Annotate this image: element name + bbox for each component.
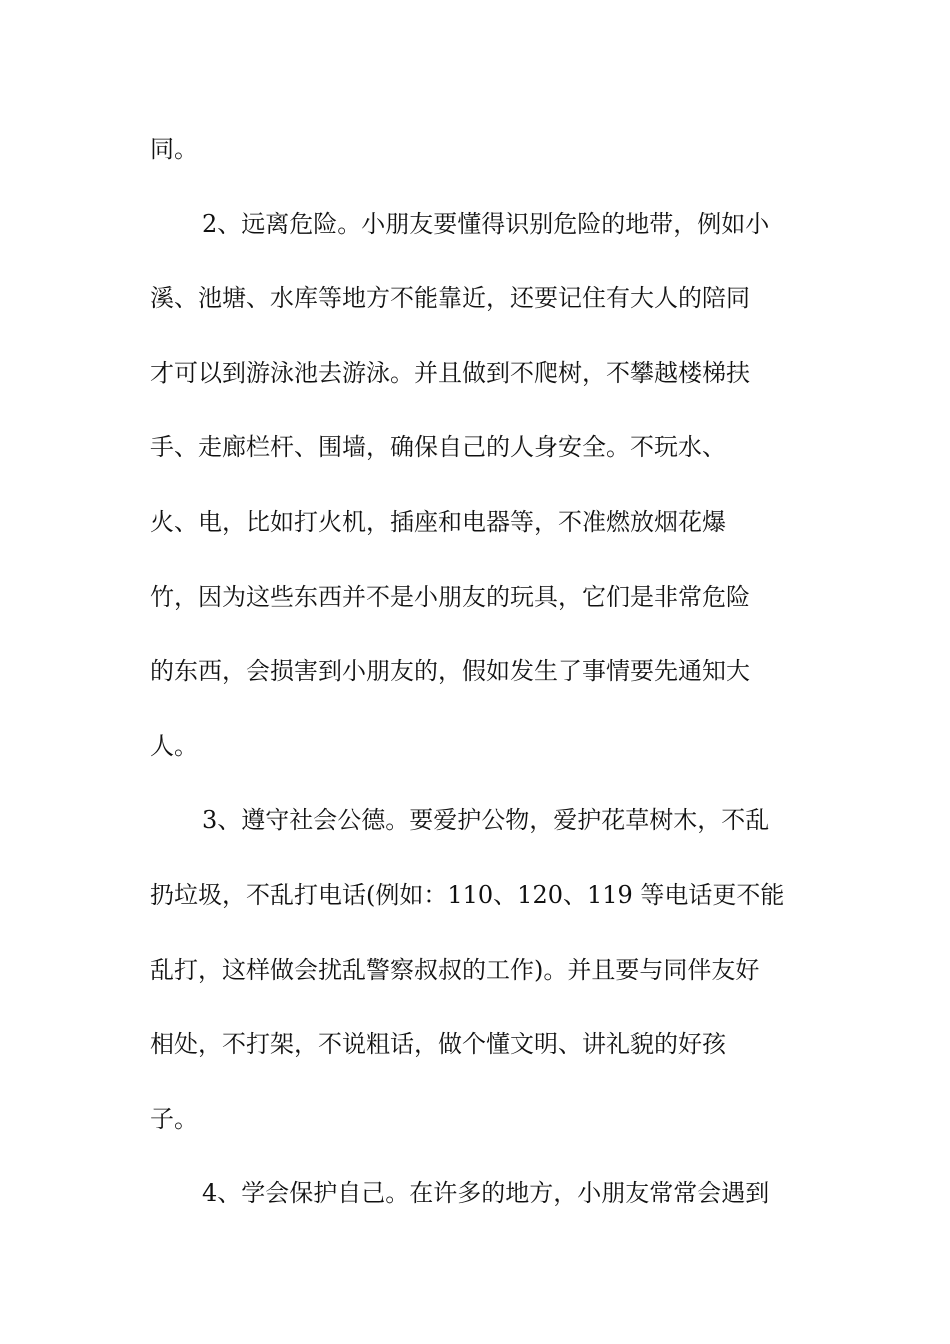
paragraph-first-line: 3、遵守社会公德。要爱护公物，爱护花草树木，不乱 <box>202 806 770 835</box>
paragraph-first-line: 2、远离危险。小朋友要懂得识别危险的地带，例如小 <box>202 209 770 238</box>
text-line: 才可以到游泳池去游泳。并且做到不爬树，不攀越楼梯扶 <box>150 358 750 387</box>
text-line: 溪、池塘、水库等地方不能靠近，还要记住有大人的陪同 <box>150 284 750 313</box>
paragraph-first-line: 4、学会保护自己。在许多的地方，小朋友常常会遇到 <box>202 1179 770 1208</box>
text-line: 相处，不打架，不说粗话，做个懂文明、讲礼貌的好孩 <box>150 1030 726 1059</box>
text-line: 同。 <box>150 135 198 163</box>
text-line: 乱打，这样做会扰乱警察叔叔的工作)。并且要与同伴友好 <box>150 955 760 984</box>
text-line: 人。 <box>150 731 198 760</box>
text-line: 子。 <box>150 1104 198 1133</box>
text-line: 扔垃圾，不乱打电话(例如：110、120、119 等电话更不能 <box>150 880 785 909</box>
text-line: 竹，因为这些东西并不是小朋友的玩具，它们是非常危险 <box>150 582 750 611</box>
text-line: 火、电，比如打火机，插座和电器等，不准燃放烟花爆 <box>150 507 726 536</box>
text-line: 手、走廊栏杆、围墙，确保自己的人身安全。不玩水、 <box>150 433 726 462</box>
body-text <box>150 112 810 1231</box>
text-line: 的东西，会损害到小朋友的，假如发生了事情要先通知大 <box>150 657 750 686</box>
